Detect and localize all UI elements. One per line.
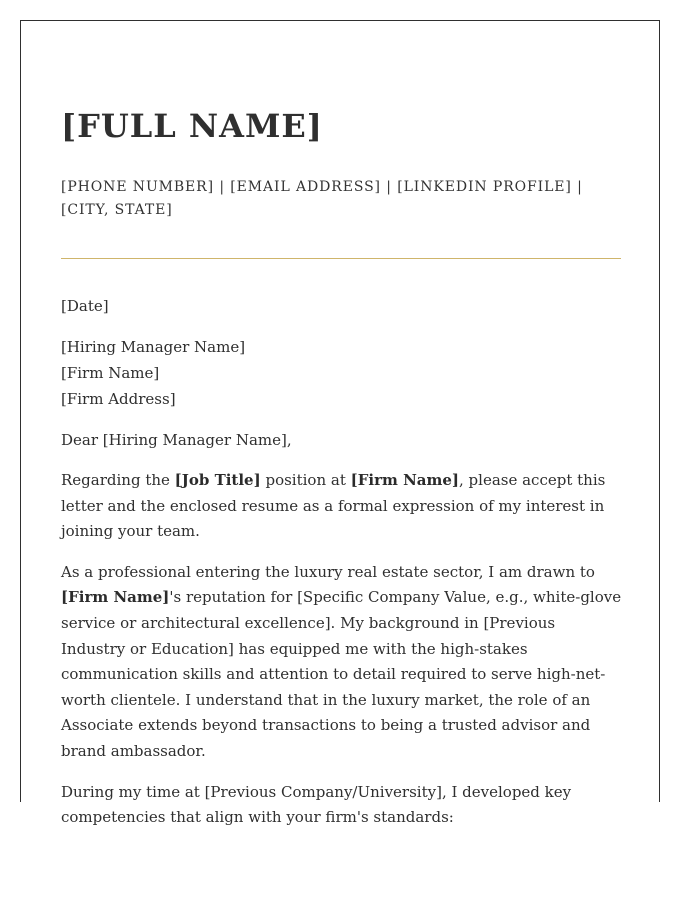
recipient-manager-name: [Hiring Manager Name]: [61, 338, 246, 356]
paragraph-intro: [61, 468, 623, 545]
paragraph-intro-text-3: , please accept this letter and the enclosed resume as a formal expression of my interest in joining your team.: [61, 471, 606, 541]
header-divider: [61, 258, 621, 259]
paragraph-intro-text-2: position at: [260, 471, 351, 489]
letter-content: [61, 104, 623, 831]
job-title-placeholder: [Job Title]: [174, 471, 261, 489]
recipient-firm-name: [Firm Name]: [61, 364, 160, 382]
recipient-firm-address: [Firm Address]: [61, 390, 176, 408]
paragraph-experience: During my time at [Previous Company/University], I developed key competencies that align with your firm's standards:: [61, 782, 572, 827]
letter-date: [Date]: [61, 297, 109, 315]
paragraph-motivation-text-2: 's reputation for [Specific Company Value, e.g., white-glove service or architectural excellence]. My background in [Previous Industry or Education] has equipped me with the high-stakes communication skills and attention to detail required to serve high-net-worth clientele. I understand that in the luxury market, the role of an Associate extends beyond transactions to being a trusted advisor and brand ambassador.: [61, 588, 622, 760]
recipient-address-block: [61, 334, 623, 412]
paragraph-motivation: [61, 560, 623, 765]
firm-name-placeholder: [Firm Name]: [350, 471, 460, 489]
letter-page: [20, 20, 660, 827]
firm-name-placeholder-2: [Firm Name]: [61, 588, 170, 607]
full-name-heading: [FULL NAME]: [61, 107, 323, 145]
letter-greeting: Dear [Hiring Manager Name],: [61, 431, 292, 449]
paragraph-motivation-text-1: As a professional entering the luxury real estate sector, I am drawn to: [61, 562, 595, 581]
contact-line: [PHONE NUMBER] | [EMAIL ADDRESS] | [LINKEDIN PROFILE] | [CITY, STATE]: [61, 179, 583, 218]
paragraph-intro-text-1: Regarding the: [61, 471, 175, 489]
